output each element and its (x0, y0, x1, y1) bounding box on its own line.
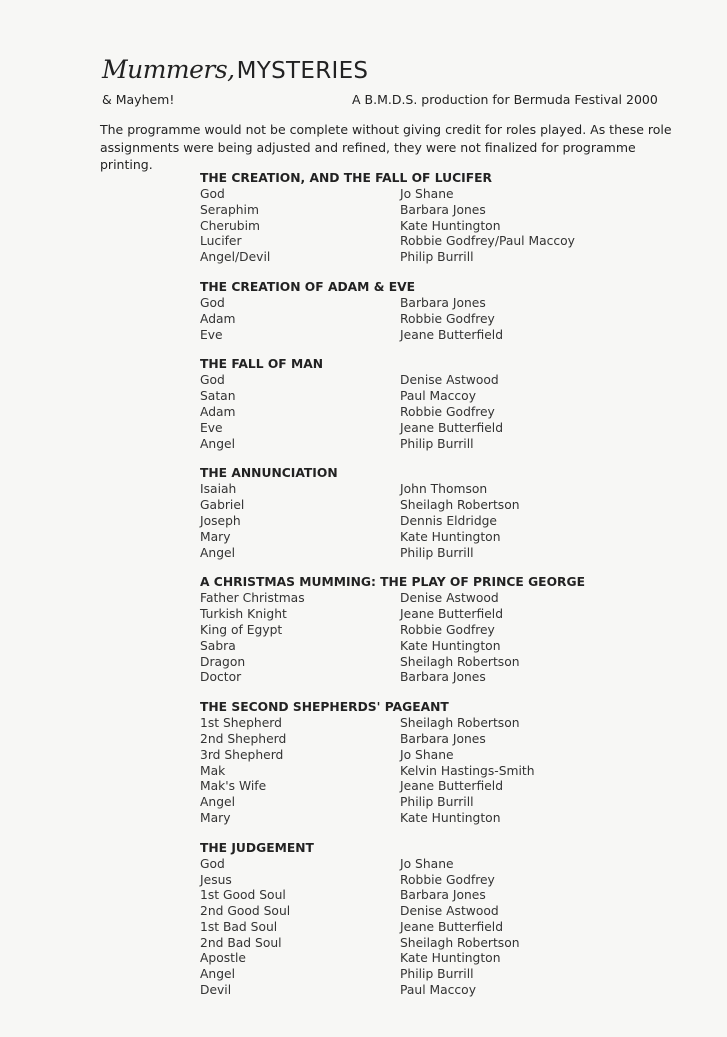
cast-row (200, 623, 600, 639)
cast-row (200, 716, 600, 732)
role-name: 2nd Shepherd (200, 731, 287, 746)
cast-row (200, 546, 600, 562)
cast-list (200, 170, 600, 1012)
actor-name: Barbara Jones (400, 295, 486, 310)
role-name: Cherubim (200, 218, 260, 233)
cast-row (200, 811, 600, 827)
actor-name: Philip Burrill (400, 795, 474, 810)
actor-name: Jo Shane (400, 856, 454, 871)
role-name: Devil (200, 983, 232, 998)
role-name: Mary (200, 810, 231, 825)
cast-row (200, 904, 600, 920)
role-name: Mak (200, 763, 226, 778)
role-name: Jesus (200, 872, 232, 887)
role-name: Adam (200, 404, 236, 419)
role-name: 2nd Good Soul (200, 904, 291, 919)
cast-row (200, 405, 600, 421)
cast-row (200, 219, 600, 235)
role-name: Angel/Devil (200, 250, 271, 265)
role-name: God (200, 295, 225, 310)
cast-section (200, 170, 600, 266)
actor-name: Philip Burrill (400, 250, 474, 265)
actor-name: Kate Huntington (400, 951, 501, 966)
actor-name: Jeane Butterfield (400, 779, 504, 794)
actor-name: Robbie Godfrey (400, 311, 495, 326)
actor-name: Philip Burrill (400, 967, 474, 982)
actor-name: Kate Huntington (400, 810, 501, 825)
actor-name: Philip Burrill (400, 545, 474, 560)
role-name: Mak's Wife (200, 779, 267, 794)
cast-row (200, 795, 600, 811)
role-name: Doctor (200, 670, 242, 685)
cast-row (200, 250, 600, 266)
actor-name: Kate Huntington (400, 218, 501, 233)
cast-row (200, 888, 600, 904)
role-name: Adam (200, 311, 236, 326)
section-title: THE CREATION OF ADAM & EVE (200, 279, 416, 294)
actor-name: Jeane Butterfield (400, 607, 504, 622)
actor-name: Sheilagh Robertson (400, 935, 520, 950)
cast-row (200, 779, 600, 795)
cast-row (200, 655, 600, 671)
actor-name: Robbie Godfrey/Paul Maccoy (400, 234, 575, 249)
actor-name: John Thomson (400, 482, 488, 497)
role-name: Angel (200, 436, 235, 451)
cast-row (200, 203, 600, 219)
cast-row (200, 373, 600, 389)
cast-row (200, 234, 600, 250)
actor-name: Barbara Jones (400, 888, 486, 903)
cast-row (200, 437, 600, 453)
cast-row (200, 983, 600, 999)
actor-name: Jeane Butterfield (400, 919, 504, 934)
title-script: Mummers, (102, 55, 235, 84)
cast-row (200, 389, 600, 405)
role-name: 1st Good Soul (200, 888, 286, 903)
role-name: 1st Bad Soul (200, 919, 278, 934)
actor-name: Robbie Godfrey (400, 622, 495, 637)
actor-name: Robbie Godfrey (400, 872, 495, 887)
cast-row (200, 482, 600, 498)
subtitle: & Mayhem! (102, 92, 175, 107)
cast-row (200, 591, 600, 607)
role-name: Sabra (200, 638, 236, 653)
section-title: THE SECOND SHEPHERDS' PAGEANT (200, 700, 449, 715)
role-name: Seraphim (200, 202, 259, 217)
role-name: Father Christmas (200, 591, 305, 606)
role-name: 2nd Bad Soul (200, 935, 282, 950)
role-name: 3rd Shepherd (200, 747, 284, 762)
cast-row (200, 951, 600, 967)
actor-name: Kate Huntington (400, 638, 501, 653)
actor-name: Jo Shane (400, 187, 454, 201)
cast-row (200, 421, 600, 437)
role-name: Eve (200, 420, 223, 435)
role-name: Eve (200, 327, 223, 342)
cast-row (200, 312, 600, 328)
actor-name: Sheilagh Robertson (400, 654, 520, 669)
cast-row (200, 498, 600, 514)
section-title: A CHRISTMAS MUMMING: THE PLAY OF PRINCE GEORGE (200, 575, 585, 590)
production-credit: A B.M.D.S. production for Bermuda Festival 2000 (352, 92, 658, 107)
role-name: Mary (200, 529, 231, 544)
cast-row (200, 873, 600, 889)
role-name: King of Egypt (200, 622, 283, 637)
actor-name: Barbara Jones (400, 731, 486, 746)
role-name: Satan (200, 389, 236, 404)
role-name: Angel (200, 545, 235, 560)
role-name: Dragon (200, 654, 246, 669)
actor-name: Kelvin Hastings-Smith (400, 763, 535, 778)
role-name: Angel (200, 967, 235, 982)
cast-section (200, 574, 600, 686)
role-name: God (200, 187, 225, 201)
section-title: THE CREATION, AND THE FALL OF LUCIFER (200, 171, 492, 185)
intro-paragraph: The programme would not be complete without giving credit for roles played. As these role assignments were being adjusted and refined, they were not finalized for programme printing. (100, 122, 672, 172)
actor-name: Sheilagh Robertson (400, 498, 520, 513)
actor-name: Kate Huntington (400, 529, 501, 544)
cast-row (200, 530, 600, 546)
role-name: Joseph (200, 513, 241, 528)
section-title: THE FALL OF MAN (200, 357, 323, 372)
actor-name: Barbara Jones (400, 202, 486, 217)
role-name: Lucifer (200, 234, 242, 249)
actor-name: Denise Astwood (400, 904, 499, 919)
cast-row (200, 296, 600, 312)
cast-row (200, 920, 600, 936)
cast-section (200, 279, 600, 343)
cast-row (200, 967, 600, 983)
title-main: MYSTERIES (236, 58, 369, 84)
cast-row (200, 748, 600, 764)
cast-row (200, 857, 600, 873)
cast-row (200, 670, 600, 686)
role-name: Isaiah (200, 482, 237, 497)
actor-name: Paul Maccoy (400, 983, 476, 998)
cast-section (200, 465, 600, 561)
role-name: God (200, 856, 225, 871)
cast-row (200, 187, 600, 203)
role-name: Turkish Knight (200, 607, 287, 622)
cast-section (200, 356, 600, 452)
actor-name: Philip Burrill (400, 436, 474, 451)
actor-name: Paul Maccoy (400, 389, 476, 404)
actor-name: Dennis Eldridge (400, 513, 497, 528)
role-name: Gabriel (200, 498, 245, 513)
section-title: THE JUDGEMENT (200, 840, 314, 855)
role-name: Angel (200, 795, 235, 810)
role-name: Apostle (200, 951, 246, 966)
cast-row (200, 328, 600, 344)
role-name: God (200, 373, 225, 388)
cast-section (200, 840, 600, 999)
programme-title (102, 55, 368, 84)
role-name: 1st Shepherd (200, 716, 282, 731)
cast-section (200, 699, 600, 827)
cast-row (200, 732, 600, 748)
cast-row (200, 639, 600, 655)
section-title: THE ANNUNCIATION (200, 466, 338, 481)
actor-name: Jeane Butterfield (400, 420, 504, 435)
actor-name: Jeane Butterfield (400, 327, 504, 342)
actor-name: Denise Astwood (400, 591, 499, 606)
actor-name: Denise Astwood (400, 373, 499, 388)
actor-name: Robbie Godfrey (400, 404, 495, 419)
actor-name: Sheilagh Robertson (400, 716, 520, 731)
cast-row (200, 764, 600, 780)
cast-row (200, 514, 600, 530)
actor-name: Barbara Jones (400, 670, 486, 685)
actor-name: Jo Shane (400, 747, 454, 762)
cast-row (200, 607, 600, 623)
cast-row (200, 936, 600, 952)
